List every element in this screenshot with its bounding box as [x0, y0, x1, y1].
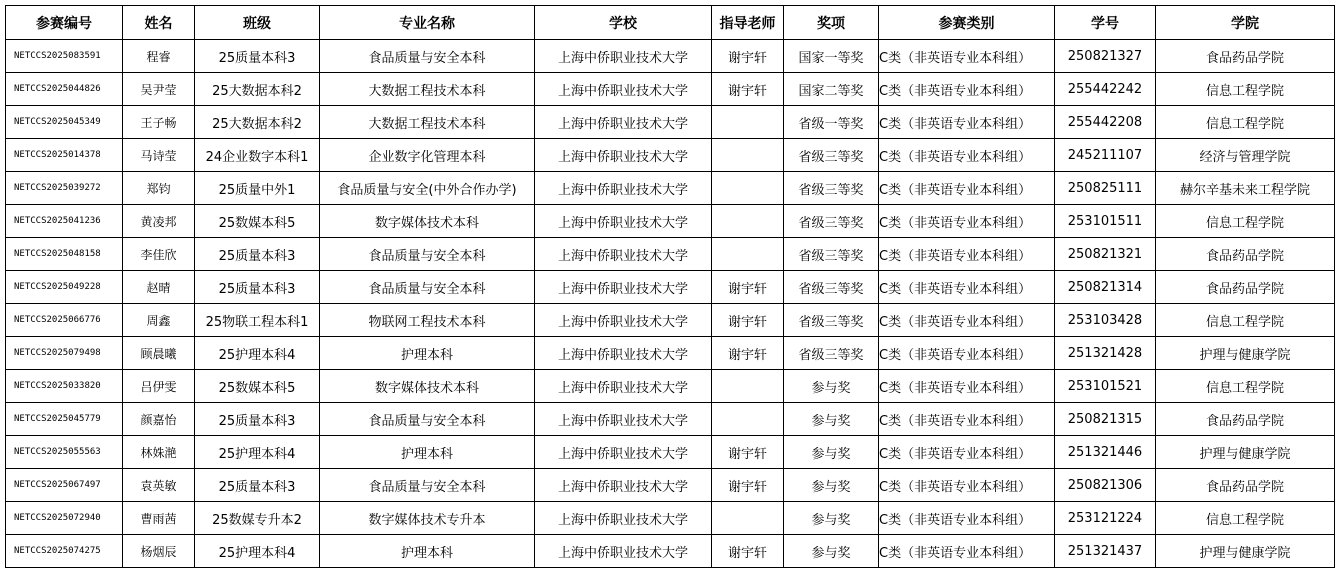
student-id-cell[interactable]: 253103428: [1055, 304, 1156, 337]
advisor-cell[interactable]: [712, 139, 784, 172]
category-cell[interactable]: C类（非英语专业本科组）: [879, 436, 1055, 469]
major-cell[interactable]: 食品质量与安全本科: [320, 271, 535, 304]
college-cell[interactable]: 信息工程学院: [1156, 304, 1335, 337]
major-cell[interactable]: 食品质量与安全本科: [320, 238, 535, 271]
name-cell[interactable]: 王子畅: [123, 106, 195, 139]
category-cell[interactable]: C类（非英语专业本科组）: [879, 370, 1055, 403]
results-table: [5, 5, 1335, 568]
entry-id-cell[interactable]: NETCCS2025044826: [6, 73, 123, 106]
school-cell[interactable]: 上海中侨职业技术大学: [535, 304, 712, 337]
major-cell[interactable]: 大数据工程技术本科: [320, 106, 535, 139]
name-cell[interactable]: 吕伊雯: [123, 370, 195, 403]
table-row[interactable]: [6, 535, 1335, 568]
entry-id-cell[interactable]: NETCCS2025033820: [6, 370, 123, 403]
category-cell[interactable]: C类（非英语专业本科组）: [879, 172, 1055, 205]
school-cell[interactable]: 上海中侨职业技术大学: [535, 139, 712, 172]
entry-id-cell[interactable]: NETCCS2025045779: [6, 403, 123, 436]
major-cell[interactable]: 物联网工程技术本科: [320, 304, 535, 337]
entry-id-cell[interactable]: NETCCS2025072940: [6, 502, 123, 535]
category-cell[interactable]: C类（非英语专业本科组）: [879, 106, 1055, 139]
student-id-cell[interactable]: 250821306: [1055, 469, 1156, 502]
name-cell[interactable]: 周鑫: [123, 304, 195, 337]
student-id-cell[interactable]: 255442242: [1055, 73, 1156, 106]
advisor-cell[interactable]: 谢宇轩: [712, 40, 784, 73]
school-cell[interactable]: 上海中侨职业技术大学: [535, 535, 712, 568]
major-cell[interactable]: 数字媒体技术本科: [320, 205, 535, 238]
college-cell[interactable]: 食品药品学院: [1156, 271, 1335, 304]
student-id-cell[interactable]: 245211107: [1055, 139, 1156, 172]
table-row[interactable]: [6, 73, 1335, 106]
category-cell[interactable]: C类（非英语专业本科组）: [879, 535, 1055, 568]
college-cell[interactable]: 经济与管理学院: [1156, 139, 1335, 172]
name-cell[interactable]: 曹雨茜: [123, 502, 195, 535]
name-cell[interactable]: 马诗莹: [123, 139, 195, 172]
category-cell[interactable]: C类（非英语专业本科组）: [879, 238, 1055, 271]
class-cell[interactable]: 25护理本科4: [195, 337, 320, 370]
table-row[interactable]: [6, 337, 1335, 370]
award-cell[interactable]: 省级三等奖: [784, 139, 879, 172]
category-cell[interactable]: C类（非英语专业本科组）: [879, 205, 1055, 238]
table-row[interactable]: [6, 139, 1335, 172]
category-cell[interactable]: C类（非英语专业本科组）: [879, 502, 1055, 535]
class-cell[interactable]: 25质量本科3: [195, 40, 320, 73]
entry-id-cell[interactable]: NETCCS2025067497: [6, 469, 123, 502]
name-cell[interactable]: 杨烟辰: [123, 535, 195, 568]
award-cell[interactable]: 参与奖: [784, 403, 879, 436]
award-cell[interactable]: 国家二等奖: [784, 73, 879, 106]
school-cell[interactable]: 上海中侨职业技术大学: [535, 271, 712, 304]
table-row[interactable]: [6, 436, 1335, 469]
advisor-cell[interactable]: 谢宇轩: [712, 337, 784, 370]
class-cell[interactable]: 25数媒专升本2: [195, 502, 320, 535]
college-cell[interactable]: 信息工程学院: [1156, 502, 1335, 535]
entry-id-cell[interactable]: NETCCS2025049228: [6, 271, 123, 304]
award-cell[interactable]: 省级三等奖: [784, 205, 879, 238]
class-cell[interactable]: 25质量本科3: [195, 469, 320, 502]
school-cell[interactable]: 上海中侨职业技术大学: [535, 73, 712, 106]
advisor-cell[interactable]: 谢宇轩: [712, 469, 784, 502]
award-header[interactable]: 奖项: [784, 6, 879, 40]
advisor-cell[interactable]: 谢宇轩: [712, 304, 784, 337]
class-cell[interactable]: 25护理本科4: [195, 535, 320, 568]
student-id-cell[interactable]: 250821321: [1055, 238, 1156, 271]
advisor-cell[interactable]: [712, 205, 784, 238]
student-id-cell[interactable]: 250821314: [1055, 271, 1156, 304]
major-cell[interactable]: 食品质量与安全本科: [320, 469, 535, 502]
class-cell[interactable]: 25大数据本科2: [195, 106, 320, 139]
advisor-cell[interactable]: [712, 238, 784, 271]
table-row[interactable]: [6, 205, 1335, 238]
school-cell[interactable]: 上海中侨职业技术大学: [535, 205, 712, 238]
school-header[interactable]: 学校: [535, 6, 712, 40]
name-cell[interactable]: 顾晨曦: [123, 337, 195, 370]
student-id-header[interactable]: 学号: [1055, 6, 1156, 40]
college-cell[interactable]: 信息工程学院: [1156, 205, 1335, 238]
table-row[interactable]: [6, 502, 1335, 535]
category-cell[interactable]: C类（非英语专业本科组）: [879, 73, 1055, 106]
college-cell[interactable]: 食品药品学院: [1156, 40, 1335, 73]
major-cell[interactable]: 数字媒体技术本科: [320, 370, 535, 403]
major-cell[interactable]: 大数据工程技术本科: [320, 73, 535, 106]
class-header[interactable]: 班级: [195, 6, 320, 40]
college-cell[interactable]: 信息工程学院: [1156, 106, 1335, 139]
table-row[interactable]: [6, 304, 1335, 337]
school-cell[interactable]: 上海中侨职业技术大学: [535, 502, 712, 535]
name-cell[interactable]: 黄凌邦: [123, 205, 195, 238]
class-cell[interactable]: 24企业数字本科1: [195, 139, 320, 172]
table-row[interactable]: [6, 469, 1335, 502]
table-body: [6, 40, 1335, 568]
category-cell[interactable]: C类（非英语专业本科组）: [879, 469, 1055, 502]
award-cell[interactable]: 省级三等奖: [784, 304, 879, 337]
class-cell[interactable]: 25质量本科3: [195, 238, 320, 271]
major-cell[interactable]: 护理本科: [320, 535, 535, 568]
entry-id-cell[interactable]: NETCCS2025039272: [6, 172, 123, 205]
class-cell[interactable]: 25数媒本科5: [195, 370, 320, 403]
award-cell[interactable]: 省级三等奖: [784, 238, 879, 271]
name-cell[interactable]: 林姝滟: [123, 436, 195, 469]
header-row: [6, 6, 1335, 40]
school-cell[interactable]: 上海中侨职业技术大学: [535, 436, 712, 469]
school-cell[interactable]: 上海中侨职业技术大学: [535, 106, 712, 139]
student-id-cell[interactable]: 250821315: [1055, 403, 1156, 436]
school-cell[interactable]: 上海中侨职业技术大学: [535, 403, 712, 436]
entry-id-cell[interactable]: NETCCS2025014378: [6, 139, 123, 172]
table-row[interactable]: [6, 172, 1335, 205]
college-cell[interactable]: 赫尔辛基未来工程学院: [1156, 172, 1335, 205]
advisor-cell[interactable]: [712, 106, 784, 139]
student-id-cell[interactable]: 250825111: [1055, 172, 1156, 205]
major-cell[interactable]: 企业数字化管理本科: [320, 139, 535, 172]
student-id-cell[interactable]: 253101521: [1055, 370, 1156, 403]
name-header[interactable]: 姓名: [123, 6, 195, 40]
entry-id-cell[interactable]: NETCCS2025048158: [6, 238, 123, 271]
college-cell[interactable]: 食品药品学院: [1156, 469, 1335, 502]
name-cell[interactable]: 吴尹莹: [123, 73, 195, 106]
category-header[interactable]: 参赛类别: [879, 6, 1055, 40]
entry-id-cell[interactable]: NETCCS2025074275: [6, 535, 123, 568]
name-cell[interactable]: 郑钧: [123, 172, 195, 205]
class-cell[interactable]: 25大数据本科2: [195, 73, 320, 106]
award-cell[interactable]: 参与奖: [784, 436, 879, 469]
college-cell[interactable]: 护理与健康学院: [1156, 535, 1335, 568]
name-cell[interactable]: 程睿: [123, 40, 195, 73]
college-cell[interactable]: 护理与健康学院: [1156, 337, 1335, 370]
entry-id-cell[interactable]: NETCCS2025066776: [6, 304, 123, 337]
student-id-cell[interactable]: 251321446: [1055, 436, 1156, 469]
table-row[interactable]: [6, 403, 1335, 436]
entry-id-cell[interactable]: NETCCS2025055563: [6, 436, 123, 469]
school-cell[interactable]: 上海中侨职业技术大学: [535, 469, 712, 502]
major-cell[interactable]: 食品质量与安全本科: [320, 40, 535, 73]
college-cell[interactable]: 护理与健康学院: [1156, 436, 1335, 469]
entry-id-header[interactable]: 参赛编号: [6, 6, 123, 40]
student-id-cell[interactable]: 251321437: [1055, 535, 1156, 568]
advisor-cell[interactable]: 谢宇轩: [712, 535, 784, 568]
college-cell[interactable]: 信息工程学院: [1156, 370, 1335, 403]
award-cell[interactable]: 省级三等奖: [784, 337, 879, 370]
major-cell[interactable]: 护理本科: [320, 337, 535, 370]
award-cell[interactable]: 省级三等奖: [784, 271, 879, 304]
category-cell[interactable]: C类（非英语专业本科组）: [879, 304, 1055, 337]
school-cell[interactable]: 上海中侨职业技术大学: [535, 40, 712, 73]
entry-id-cell[interactable]: NETCCS2025045349: [6, 106, 123, 139]
college-cell[interactable]: 信息工程学院: [1156, 73, 1335, 106]
class-cell[interactable]: 25数媒本科5: [195, 205, 320, 238]
award-cell[interactable]: 省级一等奖: [784, 106, 879, 139]
award-cell[interactable]: 国家一等奖: [784, 40, 879, 73]
name-cell[interactable]: 李佳欣: [123, 238, 195, 271]
advisor-cell[interactable]: 谢宇轩: [712, 271, 784, 304]
award-cell[interactable]: 参与奖: [784, 370, 879, 403]
advisor-header[interactable]: 指导老师: [712, 6, 784, 40]
advisor-cell[interactable]: [712, 502, 784, 535]
category-cell[interactable]: C类（非英语专业本科组）: [879, 139, 1055, 172]
major-header[interactable]: 专业名称: [320, 6, 535, 40]
award-cell[interactable]: 参与奖: [784, 535, 879, 568]
college-cell[interactable]: 食品药品学院: [1156, 238, 1335, 271]
advisor-cell[interactable]: [712, 403, 784, 436]
class-cell[interactable]: 25质量本科3: [195, 271, 320, 304]
student-id-cell[interactable]: 253101511: [1055, 205, 1156, 238]
student-id-cell[interactable]: 255442208: [1055, 106, 1156, 139]
category-cell[interactable]: C类（非英语专业本科组）: [879, 337, 1055, 370]
major-cell[interactable]: 护理本科: [320, 436, 535, 469]
table-row[interactable]: [6, 271, 1335, 304]
category-cell[interactable]: C类（非英语专业本科组）: [879, 271, 1055, 304]
entry-id-cell[interactable]: NETCCS2025079498: [6, 337, 123, 370]
school-cell[interactable]: 上海中侨职业技术大学: [535, 172, 712, 205]
college-cell[interactable]: 食品药品学院: [1156, 403, 1335, 436]
award-cell[interactable]: 参与奖: [784, 469, 879, 502]
major-cell[interactable]: 数字媒体技术专升本: [320, 502, 535, 535]
advisor-cell[interactable]: 谢宇轩: [712, 436, 784, 469]
entry-id-cell[interactable]: NETCCS2025041236: [6, 205, 123, 238]
advisor-cell[interactable]: 谢宇轩: [712, 73, 784, 106]
category-cell[interactable]: C类（非英语专业本科组）: [879, 40, 1055, 73]
advisor-cell[interactable]: [712, 370, 784, 403]
student-id-cell[interactable]: 250821327: [1055, 40, 1156, 73]
table-row[interactable]: [6, 106, 1335, 139]
name-cell[interactable]: 赵晴: [123, 271, 195, 304]
class-cell[interactable]: 25质量中外1: [195, 172, 320, 205]
school-cell[interactable]: 上海中侨职业技术大学: [535, 238, 712, 271]
major-cell[interactable]: 食品质量与安全(中外合作办学): [320, 172, 535, 205]
school-cell[interactable]: 上海中侨职业技术大学: [535, 337, 712, 370]
class-cell[interactable]: 25质量本科3: [195, 403, 320, 436]
name-cell[interactable]: 袁英敏: [123, 469, 195, 502]
name-cell[interactable]: 颜嘉怡: [123, 403, 195, 436]
major-cell[interactable]: 食品质量与安全本科: [320, 403, 535, 436]
college-header[interactable]: 学院: [1156, 6, 1335, 40]
class-cell[interactable]: 25物联工程本科1: [195, 304, 320, 337]
advisor-cell[interactable]: [712, 172, 784, 205]
table-row[interactable]: [6, 238, 1335, 271]
student-id-cell[interactable]: 251321428: [1055, 337, 1156, 370]
table-row[interactable]: [6, 370, 1335, 403]
school-cell[interactable]: 上海中侨职业技术大学: [535, 370, 712, 403]
award-cell[interactable]: 参与奖: [784, 502, 879, 535]
student-id-cell[interactable]: 253121224: [1055, 502, 1156, 535]
table-row[interactable]: [6, 40, 1335, 73]
class-cell[interactable]: 25护理本科4: [195, 436, 320, 469]
award-cell[interactable]: 省级三等奖: [784, 172, 879, 205]
entry-id-cell[interactable]: NETCCS2025083591: [6, 40, 123, 73]
category-cell[interactable]: C类（非英语专业本科组）: [879, 403, 1055, 436]
